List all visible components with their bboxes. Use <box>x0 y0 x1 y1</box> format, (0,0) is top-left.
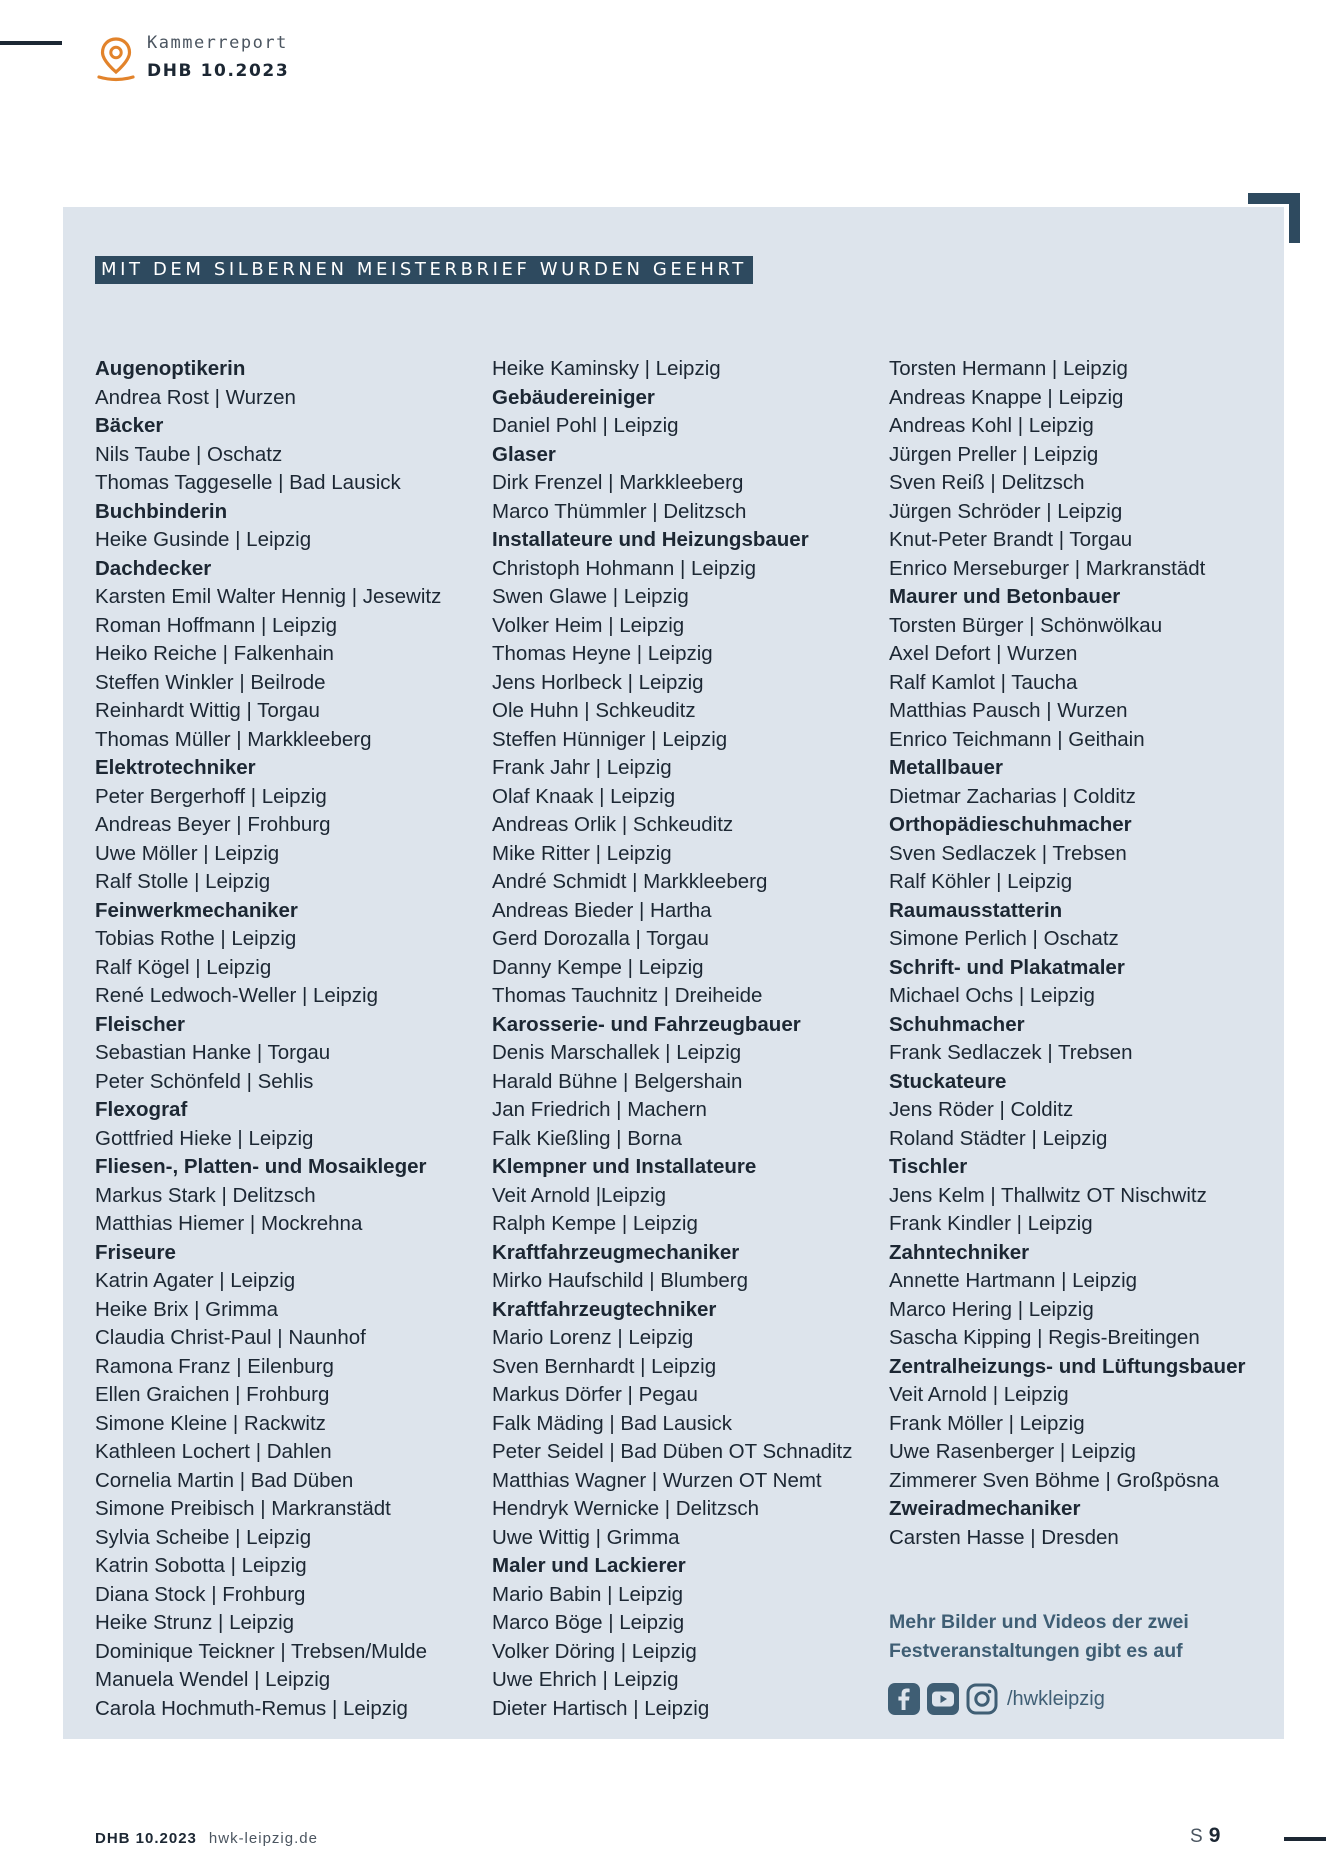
honoree-entry: Annette Hartmann | Leipzig <box>889 1269 1138 1292</box>
honoree-entry: Dietmar Zacharias | Colditz <box>889 784 1136 808</box>
honorees-column-1 <box>95 355 470 1723</box>
honoree-entry: Peter Bergerhoff | Leipzig <box>95 784 327 808</box>
honoree-entry: Peter Seidel | Bad Düben OT Schnaditz <box>492 1440 853 1463</box>
honoree-entry: Jens Kelm | Thallwitz OT Nischwitz <box>889 1183 1207 1207</box>
honoree-entry: Christoph Hohmann | Leipzig <box>492 556 756 580</box>
honoree-entry: Dominique Teickner | Trebsen/Mulde <box>95 1639 427 1663</box>
honoree-entry: Diana Stock | Frohburg <box>95 1582 306 1606</box>
honoree-entry: Reinhardt Wittig | Torgau <box>95 699 320 722</box>
section-heading: MIT DEM SILBERNEN MEISTERBRIEF WURDEN GEEHRT <box>95 256 753 284</box>
honoree-entry: Uwe Möller | Leipzig <box>95 841 280 865</box>
honoree-entry: Michael Ochs | Leipzig <box>889 984 1095 1007</box>
trade-heading: Flexograf <box>95 1098 188 1121</box>
trade-heading: Raumausstatterin <box>889 898 1063 922</box>
honoree-entry: Andreas Bieder | Hartha <box>492 898 712 922</box>
honoree-entry: Thomas Heyne | Leipzig <box>492 642 713 665</box>
trade-heading: Fleischer <box>95 1012 186 1036</box>
honoree-entry: Thomas Taggeselle | Bad Lausick <box>95 471 401 494</box>
honoree-entry: Ralf Stolle | Leipzig <box>95 870 271 893</box>
honoree-entry: Zimmerer Sven Böhme | Großpösna <box>889 1468 1220 1492</box>
honoree-entry: Tobias Rothe | Leipzig <box>95 927 297 950</box>
social-handle[interactable]: /hwkleipzig <box>1007 1687 1105 1710</box>
trade-heading: Schuhmacher <box>889 1012 1025 1036</box>
honoree-entry: Andreas Beyer | Frohburg <box>95 813 331 836</box>
honoree-entry: Danny Kempe | Leipzig <box>492 955 704 979</box>
honoree-entry: Axel Defort | Wurzen <box>889 642 1078 665</box>
honorees-column-2 <box>492 355 870 1723</box>
honoree-entry: Carola Hochmuth-Remus | Leipzig <box>95 1696 408 1720</box>
honoree-entry: Mario Babin | Leipzig <box>492 1582 684 1606</box>
footer-left <box>95 1830 318 1847</box>
corner-bracket <box>1248 193 1300 243</box>
honoree-entry: Heike Strunz | Leipzig <box>95 1611 295 1634</box>
footer-url[interactable]: hwk-leipzig.de <box>208 1830 318 1847</box>
honoree-entry: Carsten Hasse | Dresden <box>889 1525 1119 1549</box>
honoree-entry: Matthias Pausch | Wurzen <box>889 699 1128 722</box>
honoree-entry: Jürgen Schröder | Leipzig <box>889 499 1123 523</box>
honoree-entry: Daniel Pohl | Leipzig <box>492 414 679 437</box>
honoree-entry: Olaf Knaak | Leipzig <box>492 784 676 808</box>
promo-line-2: Festveranstaltungen gibt es auf <box>889 1640 1183 1662</box>
bottom-rule <box>1284 1837 1326 1841</box>
page-indicator <box>1190 1824 1220 1848</box>
honoree-entry: Steffen Winkler | Beilrode <box>95 670 326 694</box>
honoree-entry: Mike Ritter | Leipzig <box>492 841 672 865</box>
honoree-entry: Frank Möller | Leipzig <box>889 1411 1085 1435</box>
page-number: 9 <box>1208 1824 1221 1847</box>
trade-heading: Zahntechniker <box>889 1240 1030 1264</box>
honoree-entry: Swen Glawe | Leipzig <box>492 585 689 608</box>
media-promo <box>889 1608 1189 1666</box>
honoree-entry: Matthias Hiemer | Mockrehna <box>95 1212 363 1235</box>
section-kicker: Kammerreport <box>147 33 288 53</box>
honoree-entry: Andreas Knappe | Leipzig <box>889 385 1124 409</box>
honoree-entry: Uwe Rasenberger | Leipzig <box>889 1440 1136 1463</box>
trade-heading: Karosserie- und Fahrzeugbauer <box>492 1012 801 1036</box>
honoree-entry: Ellen Graichen | Frohburg <box>95 1383 330 1406</box>
trade-heading: Friseure <box>95 1240 176 1264</box>
honoree-entry: Karsten Emil Walter Hennig | Jesewitz <box>95 585 442 608</box>
honoree-entry: Enrico Teichmann | Geithain <box>889 727 1145 751</box>
honoree-entry: Markus Dörfer | Pegau <box>492 1383 698 1406</box>
honoree-entry: Ole Huhn | Schkeuditz <box>492 699 696 722</box>
honoree-entry: Jürgen Preller | Leipzig <box>889 442 1099 466</box>
footer-issue: DHB 10.2023 <box>95 1830 197 1847</box>
honoree-entry: Falk Mäding | Bad Lausick <box>492 1411 733 1435</box>
honoree-entry: Veit Arnold |Leipzig <box>492 1183 666 1207</box>
trade-heading: Buchbinderin <box>95 499 228 523</box>
honoree-entry: Harald Bühne | Belgershain <box>492 1069 743 1093</box>
honoree-entry: Hendryk Wernicke | Delitzsch <box>492 1497 759 1520</box>
honoree-entry: Gerd Dorozalla | Torgau <box>492 927 709 950</box>
trade-heading: Feinwerkmechaniker <box>95 898 298 922</box>
honoree-entry: Steffen Hünniger | Leipzig <box>492 727 728 751</box>
honoree-entry: Andreas Kohl | Leipzig <box>889 414 1094 437</box>
honoree-entry: Volker Döring | Leipzig <box>492 1639 697 1663</box>
honoree-entry: Ralf Kögel | Leipzig <box>95 955 272 979</box>
honoree-entry: Jan Friedrich | Machern <box>492 1098 707 1121</box>
honoree-entry: Roland Städter | Leipzig <box>889 1126 1108 1150</box>
honoree-entry: Ralph Kempe | Leipzig <box>492 1212 698 1235</box>
trade-heading: Gebäudereiniger <box>492 385 655 409</box>
honoree-entry: Simone Preibisch | Markranstädt <box>95 1497 391 1520</box>
honoree-entry: René Ledwoch-Weller | Leipzig <box>95 984 378 1007</box>
youtube-icon[interactable] <box>927 1683 959 1715</box>
honoree-entry: Torsten Bürger | Schönwölkau <box>889 613 1163 637</box>
honoree-entry: Marco Hering | Leipzig <box>889 1297 1094 1321</box>
honoree-entry: Markus Stark | Delitzsch <box>95 1183 316 1207</box>
trade-heading: Augenoptikerin <box>95 357 246 380</box>
promo-line-1: Mehr Bilder und Videos der zwei <box>889 1611 1189 1633</box>
honoree-entry: Heiko Reiche | Falkenhain <box>95 642 334 665</box>
trade-heading: Metallbauer <box>889 756 1003 779</box>
honoree-entry: Uwe Wittig | Grimma <box>492 1525 680 1549</box>
honoree-entry: Frank Kindler | Leipzig <box>889 1212 1093 1235</box>
honoree-entry: Simone Kleine | Rackwitz <box>95 1411 326 1435</box>
honoree-entry: Jens Röder | Colditz <box>889 1098 1074 1121</box>
trade-heading: Kraftfahrzeugtechniker <box>492 1297 717 1321</box>
honoree-entry: Cornelia Martin | Bad Düben <box>95 1468 354 1492</box>
honoree-entry: Kathleen Lochert | Dahlen <box>95 1440 332 1463</box>
trade-heading: Schrift- und Plakatmaler <box>889 955 1125 979</box>
instagram-icon[interactable] <box>966 1683 998 1715</box>
honoree-entry: Peter Schönfeld | Sehlis <box>95 1069 314 1093</box>
honoree-entry: Katrin Agater | Leipzig <box>95 1269 296 1292</box>
honoree-entry: Uwe Ehrich | Leipzig <box>492 1668 679 1691</box>
trade-heading: Orthopädieschuhmacher <box>889 813 1132 836</box>
honoree-entry: Heike Brix | Grimma <box>95 1297 279 1321</box>
honoree-entry: Katrin Sobotta | Leipzig <box>95 1554 307 1577</box>
trade-heading: Tischler <box>889 1155 968 1178</box>
honoree-entry: Mario Lorenz | Leipzig <box>492 1326 694 1349</box>
issue-label: DHB 10.2023 <box>147 61 290 81</box>
honoree-entry: Knut-Peter Brandt | Torgau <box>889 528 1133 551</box>
trade-heading: Maurer und Betonbauer <box>889 585 1121 608</box>
honoree-entry: Thomas Müller | Markkleeberg <box>95 727 372 751</box>
honoree-entry: Nils Taube | Oschatz <box>95 442 283 466</box>
honoree-entry: Torsten Hermann | Leipzig <box>889 357 1128 380</box>
honoree-entry: Dirk Frenzel | Markkleeberg <box>492 471 744 494</box>
honoree-entry: Simone Perlich | Oschatz <box>889 927 1119 950</box>
location-pin-icon <box>95 36 137 82</box>
honoree-entry: Veit Arnold | Leipzig <box>889 1383 1069 1406</box>
honoree-entry: Ralf Köhler | Leipzig <box>889 870 1073 893</box>
honoree-entry: Manuela Wendel | Leipzig <box>95 1668 331 1691</box>
honoree-entry: Andrea Rost | Wurzen <box>95 385 296 409</box>
honoree-entry: Claudia Christ-Paul | Naunhof <box>95 1326 366 1349</box>
honoree-entry: Sven Sedlaczek | Trebsen <box>889 841 1127 865</box>
trade-heading: Klempner und Installateure <box>492 1155 757 1178</box>
trade-heading: Glaser <box>492 442 556 466</box>
honoree-entry: Matthias Wagner | Wurzen OT Nemt <box>492 1468 822 1492</box>
honoree-entry: Frank Sedlaczek | Trebsen <box>889 1041 1133 1064</box>
trade-heading: Zentralheizungs- und Lüftungsbauer <box>889 1354 1246 1378</box>
honoree-entry: Gottfried Hieke | Leipzig <box>95 1126 314 1150</box>
honoree-entry: Mirko Haufschild | Blumberg <box>492 1269 748 1292</box>
facebook-icon[interactable] <box>888 1683 920 1715</box>
honoree-entry: Sven Reiß | Delitzsch <box>889 471 1085 494</box>
trade-heading: Maler und Lackierer <box>492 1554 686 1577</box>
honoree-entry: Denis Marschallek | Leipzig <box>492 1041 742 1064</box>
honoree-entry: Andreas Orlik | Schkeuditz <box>492 813 734 836</box>
honoree-entry: Sven Bernhardt | Leipzig <box>492 1354 717 1378</box>
honoree-entry: Sebastian Hanke | Torgau <box>95 1041 331 1064</box>
trade-heading: Fliesen-, Platten- und Mosaikleger <box>95 1155 427 1178</box>
honoree-entry: Roman Hoffmann | Leipzig <box>95 613 337 637</box>
honoree-entry: Frank Jahr | Leipzig <box>492 756 672 779</box>
trade-heading: Installateure und Heizungsbauer <box>492 528 809 551</box>
trade-heading: Kraftfahrzeugmechaniker <box>492 1240 740 1264</box>
honoree-entry: Heike Kaminsky | Leipzig <box>492 357 721 380</box>
honoree-entry: Sascha Kipping | Regis-Breitingen <box>889 1326 1200 1349</box>
honoree-entry: Falk Kießling | Borna <box>492 1126 682 1150</box>
trade-heading: Zweiradmechaniker <box>889 1497 1081 1520</box>
honoree-entry: Ramona Franz | Eilenburg <box>95 1354 334 1378</box>
top-rule <box>0 41 62 45</box>
honoree-entry: Volker Heim | Leipzig <box>492 613 685 637</box>
trade-heading: Dachdecker <box>95 556 212 580</box>
honoree-entry: Enrico Merseburger | Markranstädt <box>889 556 1206 580</box>
honoree-entry: Ralf Kamlot | Taucha <box>889 670 1078 694</box>
trade-heading: Bäcker <box>95 414 164 437</box>
honoree-entry: Heike Gusinde | Leipzig <box>95 528 312 551</box>
honoree-entry: Jens Horlbeck | Leipzig <box>492 670 704 694</box>
honoree-entry: Dieter Hartisch | Leipzig <box>492 1696 710 1720</box>
page-prefix: S <box>1190 1826 1203 1847</box>
trade-heading: Stuckateure <box>889 1069 1007 1093</box>
honoree-entry: Sylvia Scheibe | Leipzig <box>95 1525 312 1549</box>
honoree-entry: Marco Böge | Leipzig <box>492 1611 685 1634</box>
social-links <box>888 1683 1105 1715</box>
trade-heading: Elektrotechniker <box>95 756 256 779</box>
honorees-column-3 <box>889 355 1249 1552</box>
honoree-entry: André Schmidt | Markkleeberg <box>492 870 768 893</box>
honoree-entry: Marco Thümmler | Delitzsch <box>492 499 747 523</box>
honoree-entry: Thomas Tauchnitz | Dreiheide <box>492 984 763 1007</box>
